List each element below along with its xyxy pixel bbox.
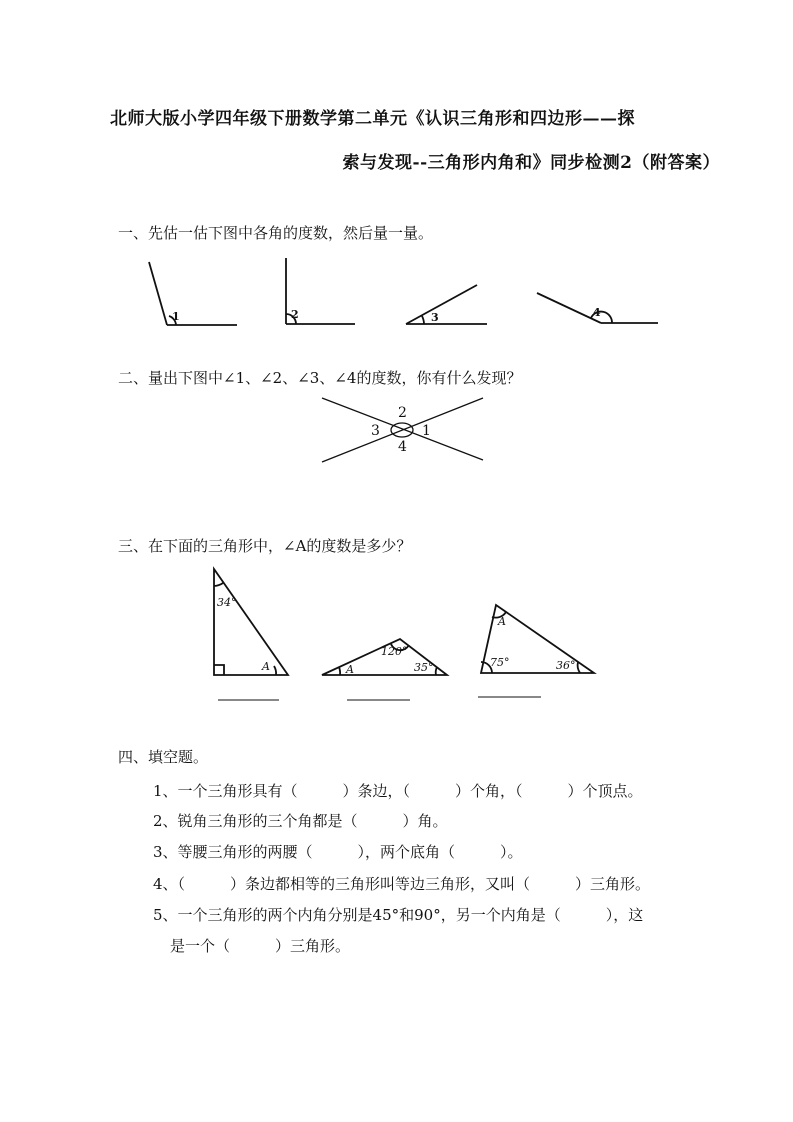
cross-angle-4-label: 4 [398, 439, 407, 455]
cross-angle-2-label: 2 [398, 405, 407, 421]
section-2-heading: 二、量出下图中∠1、∠2、∠3、∠4的度数，你有什么发现？ [118, 369, 522, 387]
triangle-3 [481, 605, 594, 673]
triangle-1-known-angle: 34° [217, 596, 237, 609]
title-line-1: 北师大版小学四年级下册数学第二单元《认识三角形和四边形——探 [110, 109, 635, 129]
fill-blank-item-5[interactable]: 5、一个三角形的两个内角分别是45°和90°，另一个内角是（ ），这 [153, 906, 644, 924]
fill-blank-item-5-cont[interactable]: 是一个（ ）三角形。 [170, 937, 351, 955]
triangle-3-known-angle-1: 75° [490, 656, 510, 669]
crossing-lines-figure [322, 398, 483, 462]
cross-angle-1-label: 1 [422, 423, 431, 439]
angle-3-label: 3 [431, 311, 439, 324]
triangle-2-known-angle-2: 35° [414, 661, 434, 674]
triangle-3-vertex-a: A [498, 615, 506, 628]
triangle-3-known-angle-2: 36° [556, 659, 576, 672]
angle-figure-3 [406, 285, 487, 324]
angle-figure-2 [286, 258, 355, 324]
section-1-heading: 一、先估一估下图中各角的度数，然后量一量。 [118, 224, 434, 242]
triangle-1 [214, 569, 288, 675]
fill-blank-item-3[interactable]: 3、等腰三角形的两腰（ ），两个底角（ ）。 [153, 843, 523, 861]
triangle-2-vertex-a: A [346, 663, 354, 676]
triangle-1-vertex-a: A [262, 660, 270, 673]
angle-figure-1 [149, 262, 237, 325]
triangle-2 [322, 639, 447, 675]
triangle-2-known-angle-1: 120° [381, 645, 408, 658]
cross-angle-3-label: 3 [371, 423, 380, 439]
section-3-heading: 三、在下面的三角形中，∠A的度数是多少？ [118, 537, 412, 555]
angle-figure-4 [537, 293, 658, 323]
fill-blank-item-4[interactable]: 4、（ ）条边都相等的三角形叫等边三角形，又叫（ ）三角形。 [153, 875, 651, 893]
angle-2-label: 2 [291, 308, 299, 321]
fill-blank-item-2[interactable]: 2、锐角三角形的三个角都是（ ）角。 [153, 812, 448, 830]
angle-1-label: 1 [172, 310, 180, 323]
fill-blank-item-1[interactable]: 1、一个三角形具有（ ）条边，（ ）个角，（ ）个顶点。 [153, 782, 643, 800]
angle-4-label: 4 [593, 306, 601, 319]
section-4-heading: 四、填空题。 [118, 748, 209, 766]
title-line-2: 索与发现--三角形内角和》同步检测2（附答案） [342, 153, 720, 173]
